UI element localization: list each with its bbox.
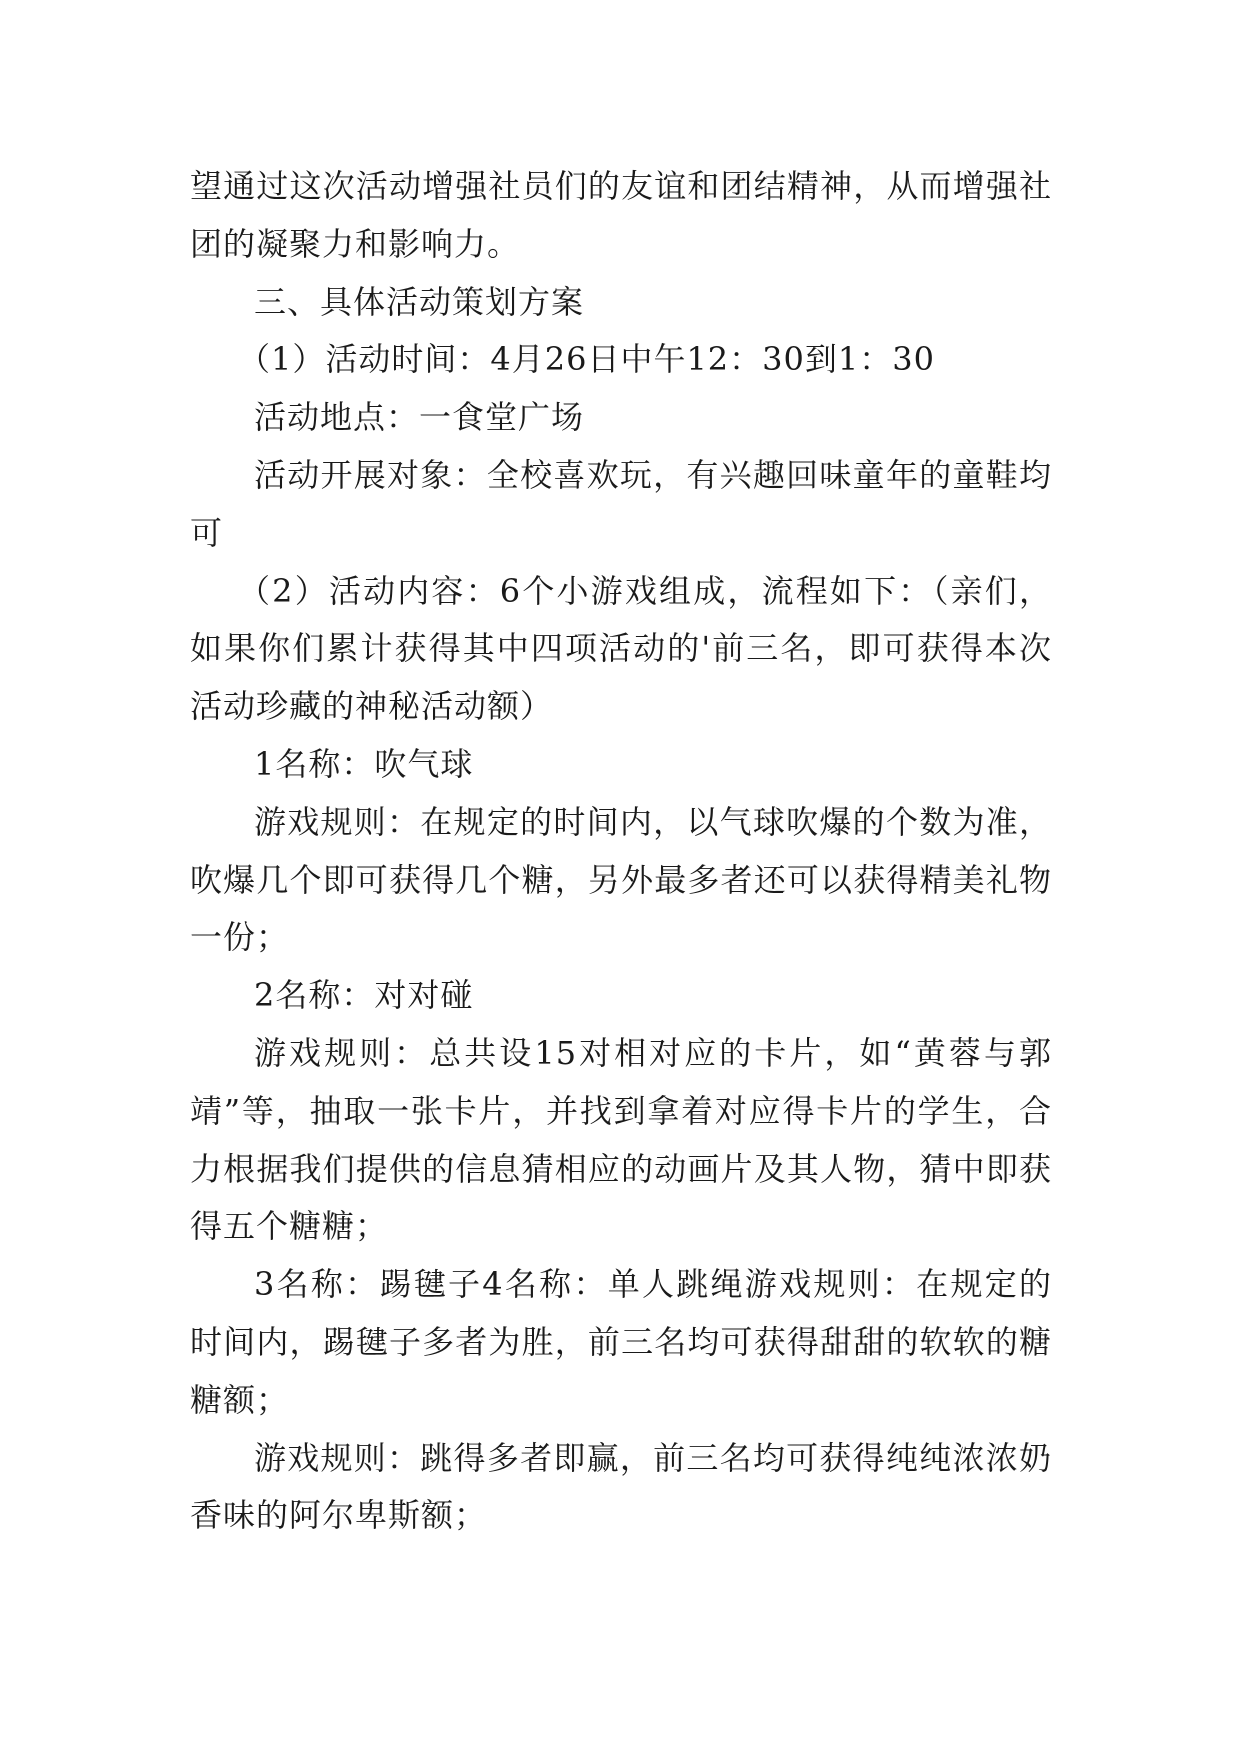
paragraph-goal-continuation: 望通过这次活动增强社员们的友谊和团结精神，从而增强社团的凝聚力和影响力。 (190, 167, 1052, 263)
paragraph-activity-audience: 活动开展对象：全校喜欢玩，有兴趣回味童年的童鞋均可 (190, 455, 1052, 552)
paragraph-game2-name: 2名称：对对碰 (254, 976, 474, 1015)
paragraph-game1-name: 1名称：吹气球 (254, 744, 474, 783)
paragraph-game3-4: 3名称：踢毽子4名称：单人跳绳游戏规则：在规定的时间内，踢毽子多者为胜，前三名均可获得甜甜的软软的糖糖额； (190, 1265, 1052, 1419)
document-body (190, 158, 1052, 1545)
paragraph-activity-location: 活动地点：一食堂广场 (254, 398, 585, 437)
paragraph-game1-rules: 游戏规则：在规定的时间内，以气球吹爆的个数为准，吹爆几个即可获得几个糖，另外最多者还可以获得精美礼物一份； (190, 802, 1052, 957)
section-heading-activity-plan: 三、具体活动策划方案 (254, 282, 585, 321)
paragraph-game2-rules: 游戏规则：总共设15对相对应的卡片，如“黄蓉与郭靖”等，抽取一张卡片，并找到拿着对应得卡片的学生，合力根据我们提供的信息猜相应的动画片及其人物，猜中即获得五个糖糖； (190, 1033, 1052, 1246)
paragraph-game4-rules: 游戏规则：跳得多者即赢，前三名均可获得纯纯浓浓奶香味的阿尔卑斯额； (190, 1438, 1052, 1535)
paragraph-activity-content: （2）活动内容：6个小游戏组成，流程如下：（亲们，如果你们累计获得其中四项活动的'前三名，即可获得本次活动珍藏的神秘活动额） (190, 571, 1052, 726)
paragraph-activity-time: （1）活动时间：4月26日中午12：30到1：30 (238, 340, 935, 379)
